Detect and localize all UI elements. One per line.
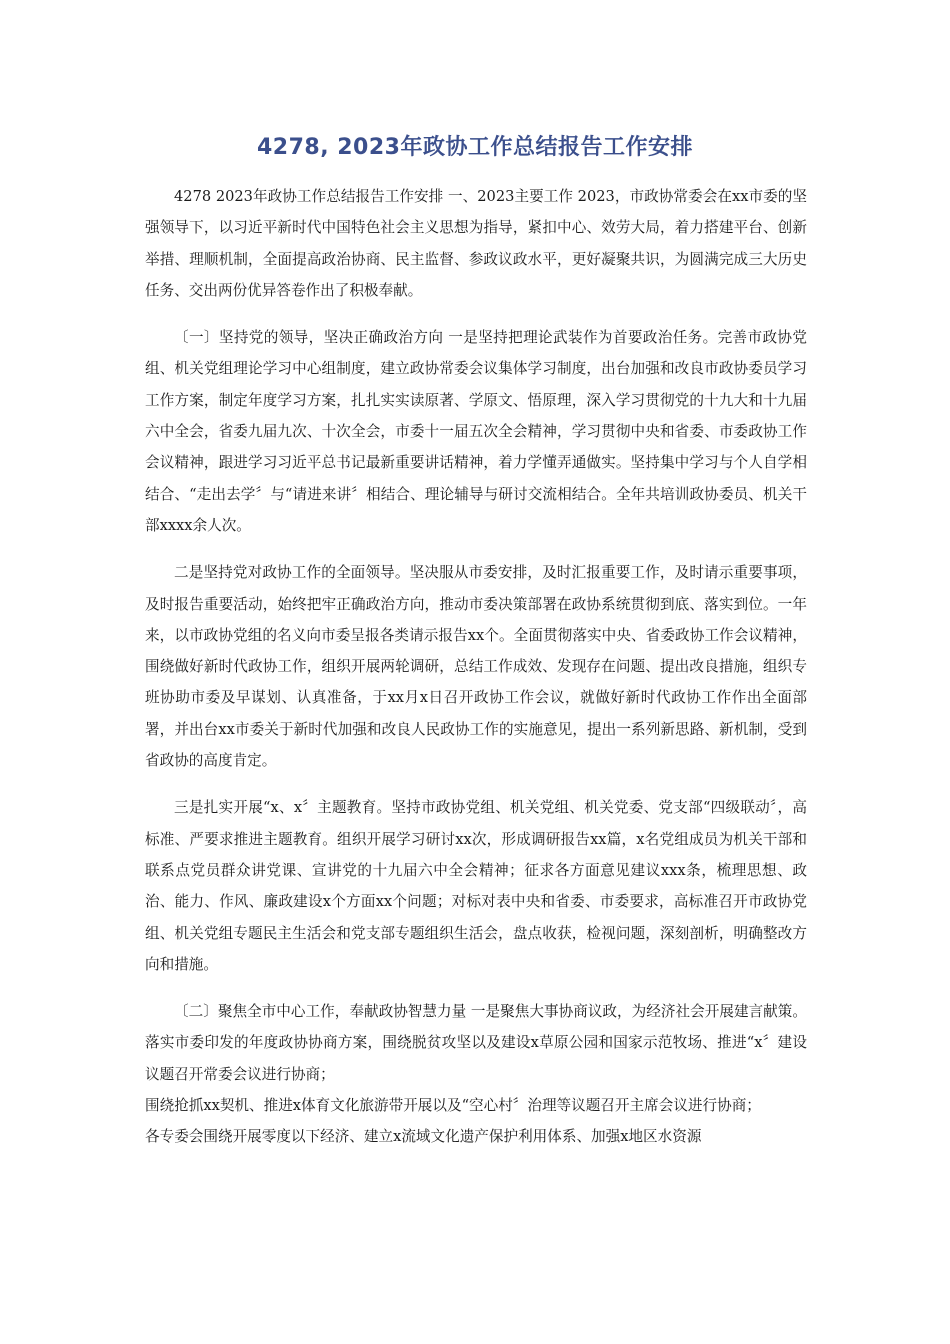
paragraph-section-two: 〔二〕聚焦全市中心工作，奉献政协智慧力量 一是聚焦大事协商议政，为经济社会开展建言献策。落实市委印发的年度政协协商方案，围绕脱贫攻坚以及建设x草原公园和国家示范牧场、推进“x〞建设议题召开常委会议进行协商； [145,1003,807,1083]
paragraph-committees: 各专委会围绕开展零度以下经济、建立x流域文化遗产保护利用体系、加强x地区水资源 [145,1128,702,1146]
paragraph-theme-education: 三是扎实开展“x、x〞主题教育。坚持市政协党组、机关党组、机关党委、党支部“四级联动〞，高标准、严要求推进主题教育。组织开展学习研讨xx次，形成调研报告xx篇，x名党组成员为机关干部和联系点党员群众讲党课、宣讲党的十九届六中全会精神；征求各方面意见建议xxx条，梳理思想、政治、能力、作风、廉政建设x个方面xx个问题；对标对表中央和省委、市委要求，高标准召开市政协党组、机关党组专题民主生活会和党支部专题组织生活会，盘点收获，检视问题，深刻剖析，明确整改方向和措施。 [145,799,807,973]
paragraph-section-one: 〔一〕坚持党的领导，坚决正确政治方向 一是坚持把理论武装作为首要政治任务。完善市政协党组、机关党组理论学习中心组制度，建立政协常委会议集体学习制度，出台加强和改良市政协委员学习工作方案，制定年度学习方案，扎扎实实读原著、学原文、悟原理，深入学习贯彻党的十九大和十九届六中全会，省委九届九次、十次全会，市委十一届五次全会精神，学习贯彻中央和省委、市委政协工作会议精神，跟进学习习近平总书记最新重要讲话精神，着力学懂弄通做实。坚持集中学习与个人自学相结合、“走出去学〞与“请进来讲〞相结合、理论辅导与研讨交流相结合。全年共培训政协委员、机关干部xxxx余人次。 [145,329,807,534]
paragraph-intro: 4278 2023年政协工作总结报告工作安排 一、2023主要工作 2023，市政协常委会在xx市委的坚强领导下，以习近平新时代中国特色社会主义思想为指导，紧扣中心、效劳大局，着力搭建平台、创新举措、理顺机制，全面提高政治协商、民主监督、参政议政水平，更好凝聚共识，为圆满完成三大历史任务、交出两份优异答卷作出了积极奉献。 [145,188,807,299]
document-title: 4278, 2023年政协工作总结报告工作安排 [257,135,693,160]
paragraph-chairman-meeting: 围绕抢抓xx契机、推进x体育文化旅游带开展以及“空心村〞治理等议题召开主席会议进行协商； [145,1097,761,1115]
paragraph-party-leadership: 二是坚持党对政协工作的全面领导。坚决服从市委安排，及时汇报重要工作，及时请示重要事项，及时报告重要活动，始终把牢正确政治方向，推动市委决策部署在政协系统贯彻到底、落实到位。一年来，以市政协党组的名义向市委呈报各类请示报告xx个。全面贯彻落实中央、省委政协工作会议精神，围绕做好新时代政协工作，组织开展两轮调研，总结工作成效、发现存在问题、提出改良措施，组织专班协助市委及早谋划、认真准备，于xx月x日召开政协工作会议，就做好新时代政协工作作出全面部署，并出台xx市委关于新时代加强和改良人民政协工作的实施意见，提出一系列新思路、新机制，受到省政协的高度肯定。 [145,564,807,770]
document-body [145,181,807,1153]
